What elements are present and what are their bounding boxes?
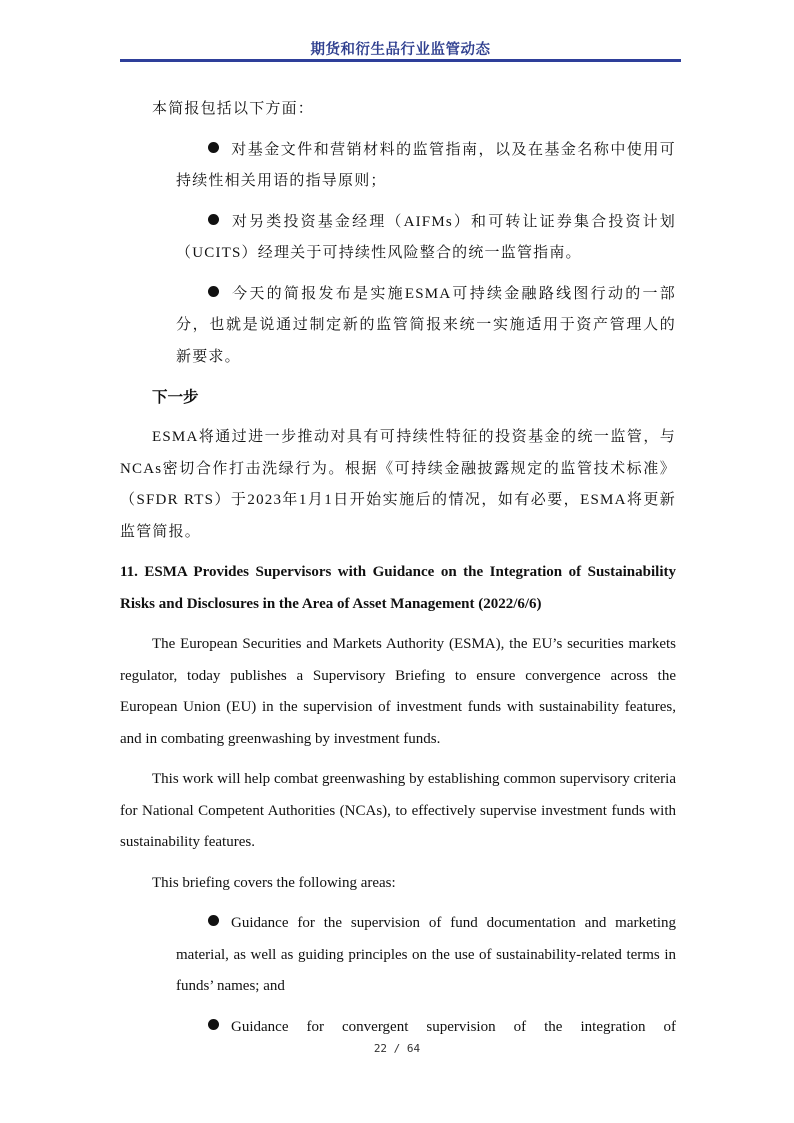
- en-paragraph-1: The European Securities and Markets Authority (ESMA), the EU’s securities markets regulator, today publishes a Supervisory Briefing to ensure convergence across the European Union (EU) in the supervision of investment funds with sustainability features, and in combating greenwashing by investment funds.: [120, 636, 676, 747]
- bullet-en-1: [120, 908, 676, 1003]
- bullet-cn-1: [120, 135, 676, 198]
- page-body: [120, 94, 676, 1052]
- header-rule: [120, 59, 681, 62]
- bullet-en-1-text: Guidance for the supervision of fund documentation and marketing material, as well as guiding principles on the use of sustainability-related terms in funds’ names; and: [176, 915, 676, 994]
- en-paragraph-3: This briefing covers the following areas:: [152, 874, 396, 891]
- bullet-dot-icon: [208, 1019, 219, 1030]
- page-number: 22 / 64: [373, 1042, 421, 1055]
- bullet-cn-3-text: 今天的简报发布是实施ESMA可持续金融路线图行动的一部分，也就是说通过制定新的监管简报来统一实施适用于资产管理人的新要求。: [176, 285, 676, 365]
- bullet-cn-1-text: 对基金文件和营销材料的监管指南，以及在基金名称中使用可持续性相关用语的指导原则；: [176, 141, 676, 189]
- next-step-heading: 下一步: [152, 388, 199, 406]
- bullet-cn-3: [120, 279, 676, 374]
- bullet-en-2: [120, 1012, 676, 1044]
- en-paragraph-2: This work will help combat greenwashing by establishing common supervisory criteria for National Competent Authorities (NCAs), to effectively supervise investment funds with sustainability features.: [120, 771, 676, 850]
- bullet-dot-icon: [208, 214, 219, 225]
- bullet-dot-icon: [208, 915, 219, 926]
- bullet-en-2-text: Guidance for convergent supervision of the integration of: [231, 1018, 676, 1035]
- bullet-cn-2-text: 对另类投资基金经理（AIFMs）和可转让证券集合投资计划（UCITS）经理关于可持续性风险整合的统一监管指南。: [176, 213, 676, 261]
- section-heading: 11. ESMA Provides Supervisors with Guidance on the Integration of Sustainability Risks and Disclosures in the Area of Asset Management (2022/6/6): [120, 564, 676, 612]
- bullet-dot-icon: [208, 286, 219, 297]
- intro-cn: 本简报包括以下方面：: [152, 101, 315, 117]
- running-header: 期货和衍生品行业监管动态: [310, 42, 491, 58]
- bullet-cn-2: [120, 207, 676, 270]
- bullet-dot-icon: [208, 142, 219, 153]
- next-step-text: ESMA将通过进一步推动对具有可持续性特征的投资基金的统一监管，与NCAs密切合作打击洗绿行为。根据《可持续金融披露规定的监管技术标准》（SFDR RTS）于2023年1月1日开始实施后的情况，如有必要，ESMA将更新监管简报。: [120, 429, 676, 540]
